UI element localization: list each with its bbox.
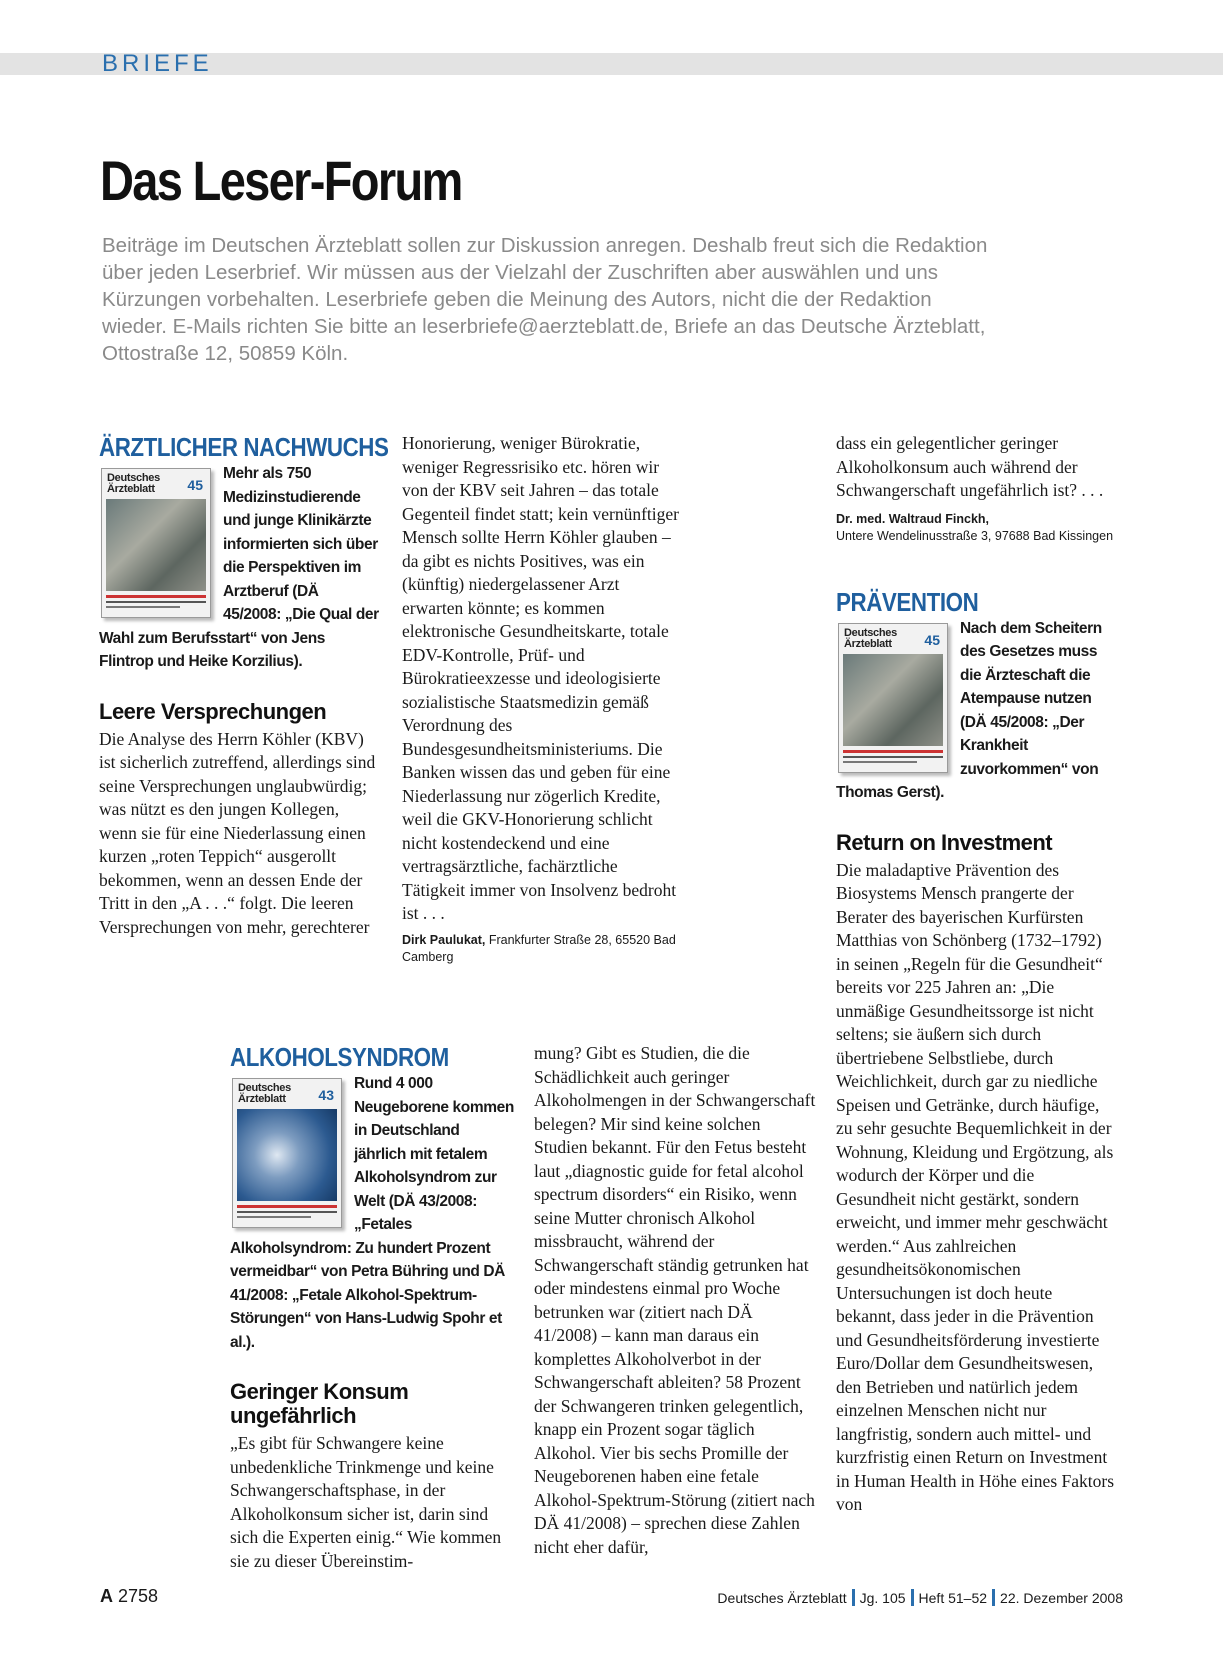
cover-masthead: Deutsches Ärzteblatt [107, 472, 160, 495]
cover-masthead: Deutsches Ärzteblatt [844, 626, 897, 650]
cover-image-45 [838, 623, 948, 773]
lead-text-praevention: Nach dem Scheitern des Gesetzes muss die Ärzteschaft die Atempause nutzen (DÄ 45/2008: „Der Krankheit zuvorkommen“ von Thomas Gerst). [836, 619, 1102, 801]
body-text: „Es gibt für Schwangere keine unbedenkliche Trinkmenge und keine Schwangerschaftsphase, in der Alkoholkonsum sicher ist, darin sind sich die Experten einig.“ Wie kommen sie zu dieser Übereinstim- [230, 1433, 502, 1571]
intro-text: Beiträge im Deutschen Ärzteblatt sollen zur Diskussion anregen. Deshalb freut sich die Redaktion über jeden Leserbrief. Wir müssen aus der Vielzahl der Zuschriften aber auswählen und uns Kürzungen vorbehalten. Leserbriefe geben die Meinung des Autors, nicht die der Redaktion wieder. E-Mails richten Sie bitte an leserbriefe@aerzteblatt.de, Briefe an das Deutsche Ärzteblatt, Ottostraße 12, 50859 Köln. [102, 234, 988, 365]
body-text: Die maladaptive Prävention des Biosystems Mensch prangerte der Berater des bayerischen Kurfürsten Matthias von Schönberg (1732–1792) in seinen „Regeln für die Gesundheit“ bereits vor 225 Jahren an: „Die unmäßige Gesundheitssorge ist nicht seltens; sie äußern sich durch übertriebene Selbstliebe, durch Weichlichkeit, durch gar zu niedliche Speisen und Getränke, durch häufige, zu sehr gesuchte Bequemlichkeit in der Wohnung, Kleidung und Ergötzung, als wodurch der Körper und die Gesundheit nicht gestärkt, sondern erweicht, und immer mehr geschwächt werden.“ Aus zahlreichen gesundheitsökonomischen Untersuchungen ist doch heute bekannt, dass jeder in die Prävention und Gesundheitsförderung investierte Euro/Dollar dem Gesundheitswesen, den Betrieben und natürlich jedem einzelnen Menschen nicht nur langfristig, sondern auch mittel- und kurzfristig einen Return on Investment in Human Health in Höhe eines Faktors von [836, 859, 1115, 1514]
topic-heading-nachwuchs: ÄRZTLICHER NACHWUCHS [99, 432, 389, 462]
signature-name: Dr. med. Waltraud Finckh, [836, 511, 990, 526]
topic-heading-alkohol: ALKOHOLSYNDROM [230, 1042, 449, 1072]
headline-geringer-konsum: Geringer Konsum ungefährlich [230, 1379, 409, 1428]
cover-image-45 [101, 468, 211, 618]
footer-journal: Deutsches Ärzteblatt [717, 1589, 847, 1606]
footer-separator [992, 1589, 995, 1606]
headline-leere-versprechungen: Leere Versprechungen [99, 698, 327, 724]
footer-date: 22. Dezember 2008 [1000, 1589, 1123, 1606]
nachwuchs-column [99, 432, 389, 939]
body-text: Honorierung, weniger Bürokratie, weniger Regressrisiko etc. hören wir von der KBV seit Jahren – das totale Gegenteil findet statt; kein vernünftiger Mensch sollte Herrn Köhler glauben – da gibt es nichts Positives, was ein (künftig) niedergelassener Arzt erwarten könnte; es kommen elektronische Gesundheitskarte, totale EDV-Kontrolle, Prüf- und Bürokratieexzesse und ideologisierte sozialistische Staatsmedizin gemäß Verordnung des Bundesgesundheitsministeriums. Die Banken wissen das und geben für eine Niederlassung nur zögerlich Kredite, weil die GKV-Honorierung schlicht nicht kostendeckend und eine vertragsärztliche, fachärztliche Tätigkeit immer von Insolvenz bedroht ist . . . [402, 433, 679, 923]
body-text: dass ein gelegentlicher geringer Alkoholkonsum auch während der Schwangerschaft ungefährlich ist? . . . [836, 433, 1104, 500]
page-title: Das Leser-Forum [100, 149, 462, 212]
footer-separator [911, 1589, 914, 1606]
headline-return-on-investment: Return on Investment [836, 829, 1053, 855]
cover-issue-number: 45 [924, 631, 940, 648]
body-text: Die Analyse des Herrn Köhler (KBV) ist sicherlich zutreffend, allerdings sind seine Versprechungen unglaubwürdig; was nützt es den jungen Kollegen, wenn sie für eine Niederlassung einen kurzen „roten Teppich“ ausgerollt bekommen, wenn an dessen Ende der Tritt in den „A . . .“ folgt. Die leeren Versprechungen von mehr, gerechterer [99, 728, 376, 937]
signature [836, 511, 1116, 545]
alkohol-column [230, 1042, 514, 1573]
body-text: mung? Gibt es Studien, die die Schädlichkeit auch geringer Alkoholmengen in der Schwangerschaft belegen? Mir sind keine solchen Studien bekannt. Für den Fetus besteht laut „diagnostic guide for fetal alcohol spectrum disorders“ ein Risiko, wenn seine Mutter chronisch Alkohol missbraucht, während der Schwangerschaft ständig getrunken hat oder mindestens einmal pro Woche betrunken war (zitiert nach DÄ 41/2008) – kann man daraus ein komplettes Alkoholverbot in der Schwangerschaft ableiten? 58 Prozent der Schwangeren trinken gelegentlich, knapp ein Prozent sogar täglich Alkohol. Vier bis sechs Promille der Neugeborenen haben eine fetale Alkohol-Spektrum-Störung (zitiert nach DÄ 41/2008) – sprechen diese Zahlen nicht eher dafür, [534, 1043, 816, 1557]
signature [402, 932, 684, 966]
topic-heading-praevention: PRÄVENTION [836, 586, 979, 617]
signature-address: Untere Wendelinusstraße 3, 97688 Bad Kissingen [836, 528, 1114, 543]
signature-name: Dirk Paulukat, [402, 932, 486, 947]
page-number: A 2758 [100, 1586, 159, 1606]
footer-volume: Jg. 105 [859, 1589, 906, 1606]
cover-image-43 [232, 1078, 342, 1228]
journal-footer [717, 1589, 1123, 1606]
right-column [836, 432, 1116, 1517]
cover-photo [237, 1109, 337, 1201]
footer-separator [852, 1589, 855, 1606]
lead-text-alkohol: Rund 4 000 Neugeborene kommen in Deutschland jährlich mit fetalem Alkoholsyndrom zur Welt (DÄ 43/2008: „Fetales Alkoholsyndrom: Zu hundert Prozent vermeidbar“ von Petra Bühring und DÄ 41/2008: „Fetale Alkohol-Spektrum-Störungen“ von Hans-Ludwig Spohr et al.). [230, 1075, 514, 1351]
nachwuchs-continuation [402, 432, 684, 966]
section-label: BRIEFE [102, 50, 213, 77]
cover-issue-number: 43 [318, 1087, 334, 1103]
cover-photo [843, 654, 943, 746]
lead-text-nachwuchs: Mehr als 750 Medizinstudierende und junge Klinikärzte informierten sich über die Perspektiven im Arztberuf (DÄ 45/2008: „Die Qual der Wahl zum Berufsstart“ von Jens Flintrop und Heike Korzilius). [99, 465, 379, 670]
signature-address: Frankfurter Straße 28, 65520 Bad Camberg [402, 932, 676, 964]
cover-masthead: Deutsches Ärzteblatt [238, 1082, 291, 1105]
cover-issue-number: 45 [187, 477, 203, 493]
cover-photo [106, 499, 206, 591]
footer-issue: Heft 51–52 [918, 1589, 988, 1606]
alkohol-continuation [534, 1042, 818, 1559]
